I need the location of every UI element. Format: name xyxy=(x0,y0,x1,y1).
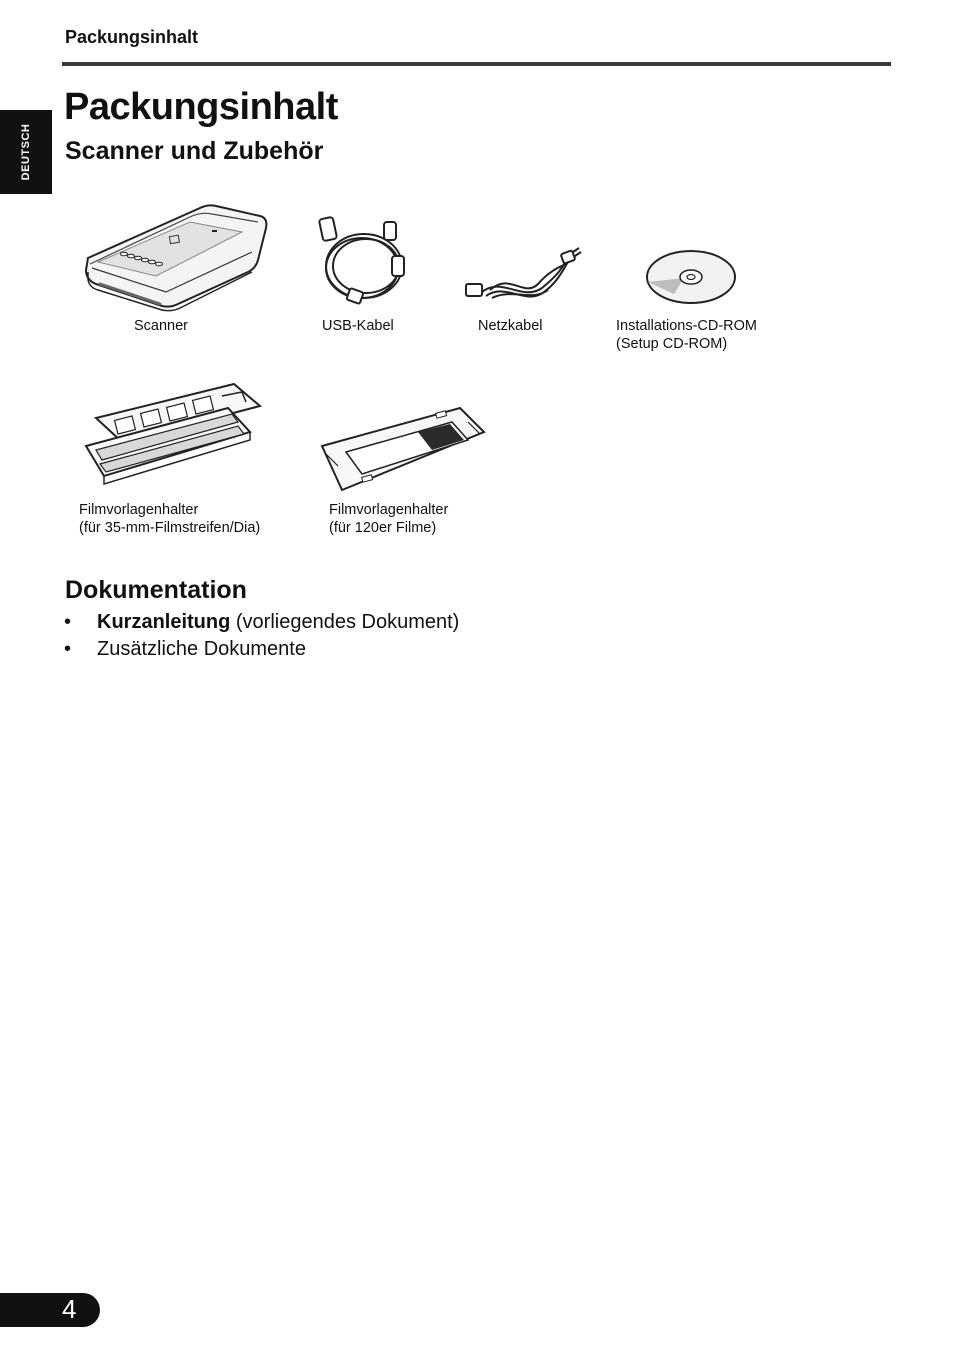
page-number-tab xyxy=(0,1293,100,1327)
bullet-icon: • xyxy=(64,638,72,660)
list-item xyxy=(64,609,459,636)
running-header: Packungsinhalt xyxy=(65,27,199,47)
power-cable-icon xyxy=(462,246,582,306)
caption-film-holder-120: Filmvorlagenhalter (für 120er Filme) xyxy=(329,502,449,536)
list-item xyxy=(64,636,459,663)
header-rule xyxy=(62,62,891,66)
page-number: 4 xyxy=(62,1294,77,1324)
language-tab-label: DEUTSCH xyxy=(20,123,32,181)
film-holder-120-icon xyxy=(318,402,488,494)
caption-usb-cable: USB-Kabel xyxy=(322,318,394,334)
doc-description: (vorliegendes Dokument) xyxy=(230,611,460,633)
film-holder-35mm-icon xyxy=(82,380,272,494)
doc-title-bold: Kurzanleitung xyxy=(97,611,231,633)
scanner-icon xyxy=(82,200,272,312)
caption-scanner: Scanner xyxy=(134,318,189,334)
page-title: Packungsinhalt xyxy=(64,86,338,128)
caption-power-cable: Netzkabel xyxy=(478,318,543,334)
language-tab xyxy=(0,110,52,194)
documentation-list xyxy=(64,609,459,663)
bullet-icon: • xyxy=(64,611,72,633)
doc-description: Zusätzliche Dokumente xyxy=(97,638,306,660)
section-heading-documentation: Dokumentation xyxy=(65,576,247,604)
caption-cd-rom: Installations-CD-ROM (Setup CD-ROM) xyxy=(616,318,757,352)
caption-film-holder-35mm: Filmvorlagenhalter (für 35-mm-Filmstreifen/Dia) xyxy=(79,502,261,536)
usb-cable-icon xyxy=(318,212,418,308)
section-heading-scanner: Scanner und Zubehör xyxy=(65,137,324,165)
cd-rom-icon xyxy=(644,248,738,306)
